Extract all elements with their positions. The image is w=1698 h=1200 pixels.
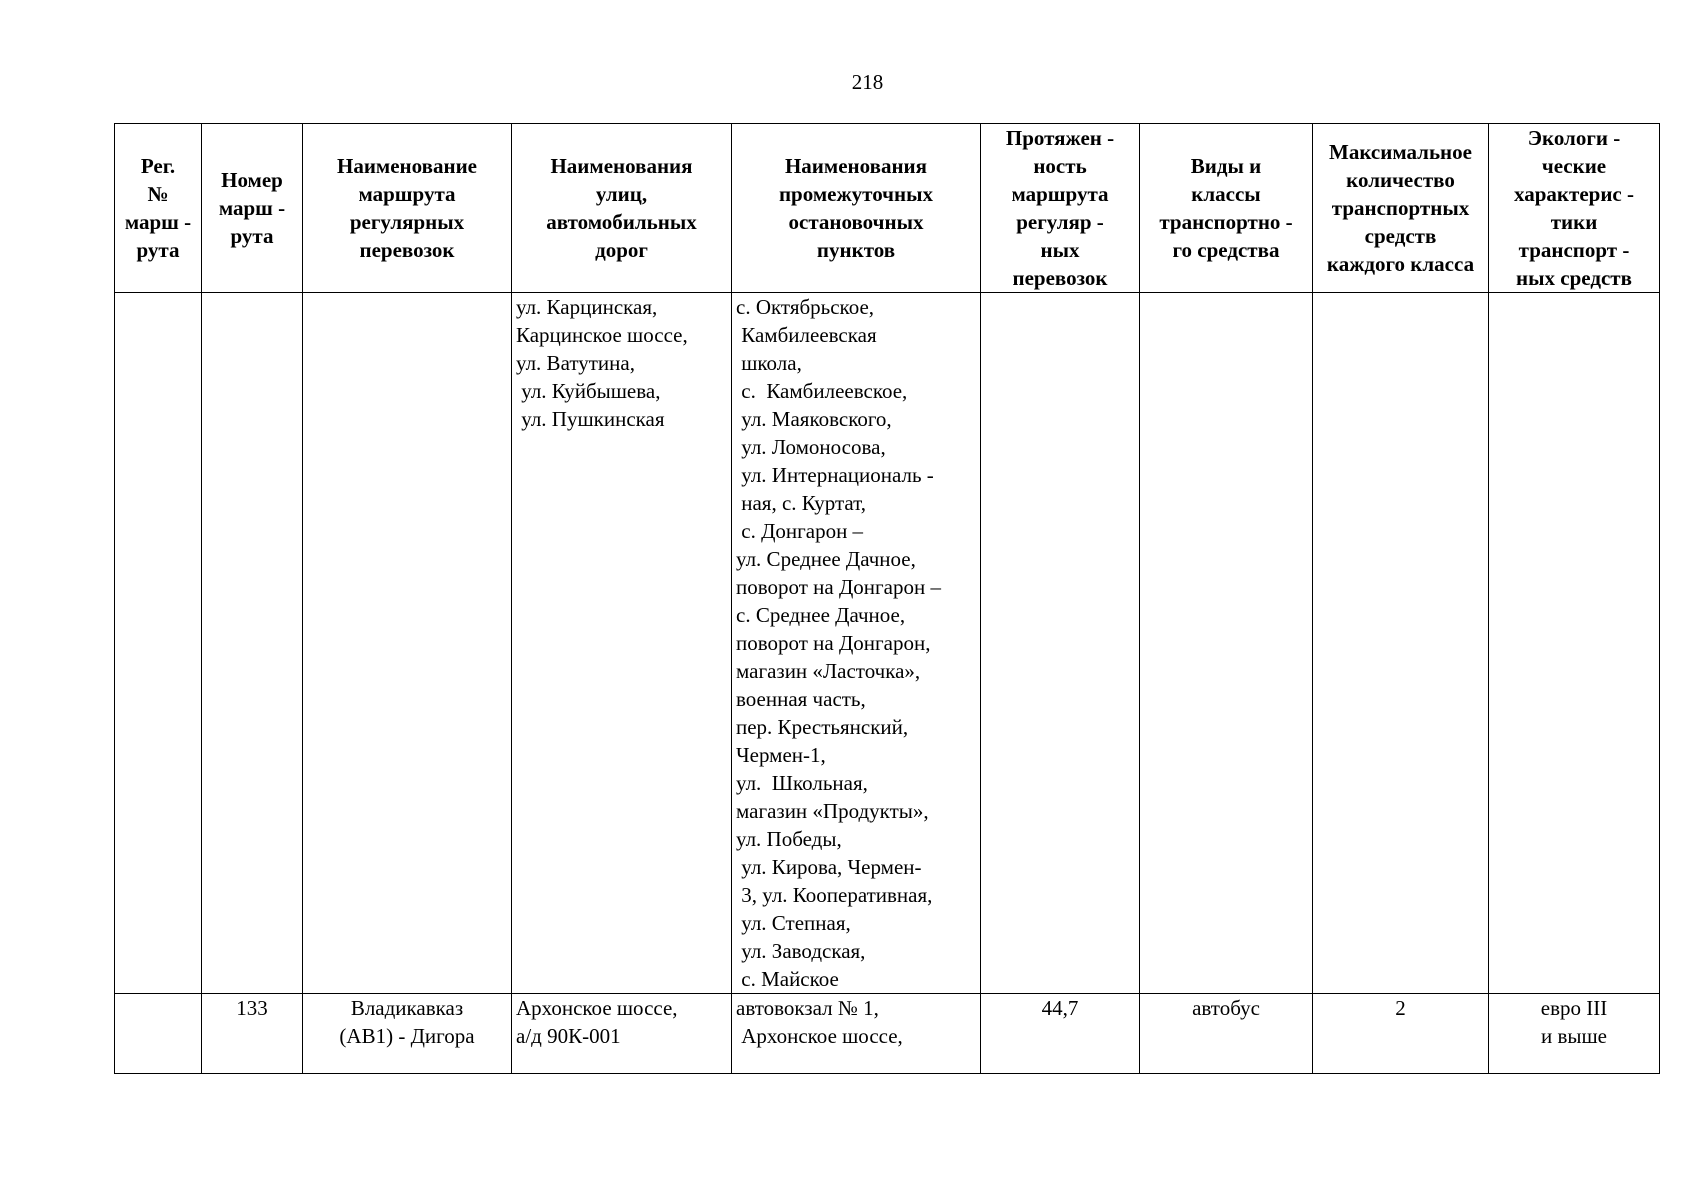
- table-header-row: [115, 124, 1660, 293]
- cell-max-count: [1313, 293, 1489, 994]
- cell-eco: [1489, 293, 1660, 994]
- cell-stops: автовокзал № 1, Архонское шоссе,: [732, 994, 981, 1074]
- header-eco: Экологи - ческие характерис - тики транспорт - ных средств: [1489, 124, 1660, 293]
- cell-route-name: Владикавказ (АВ1) - Дигора: [303, 994, 512, 1074]
- routes-table: [114, 123, 1660, 1074]
- page-number: 218: [851, 70, 884, 94]
- cell-reg-no: [115, 293, 202, 994]
- cell-streets: Архонское шоссе, а/д 90К-001: [512, 994, 732, 1074]
- cell-vehicle-type: автобус: [1140, 994, 1313, 1074]
- cell-reg-no: [115, 994, 202, 1074]
- cell-max-count: 2: [1313, 994, 1489, 1074]
- cell-route-no: [202, 293, 303, 994]
- cell-route-name: [303, 293, 512, 994]
- header-stops: Наименования промежуточных остановочных пунктов: [732, 124, 981, 293]
- header-max-count: Максимальное количество транспортных средств каждого класса: [1313, 124, 1489, 293]
- cell-length: 44,7: [981, 994, 1140, 1074]
- cell-stops: с. Октябрьское, Камбилеевская школа, с. Камбилеевское, ул. Маяковского, ул. Ломоносова, ул. Интернациональ - ная, с. Куртат, с. Донгарон – ул. Среднее Дачное, поворот на Донгарон – с. Среднее Дачное, поворот на Донгарон, магазин «Ласточка», военная часть, пер. Крестьянский, Чермен-1, ул. Школьная, магазин «Продукты», ул. Победы, ул. Кирова, Чермен- 3, ул. Кооперативная, ул. Степная, ул. Заводская, с. Майское: [732, 293, 981, 994]
- cell-length: [981, 293, 1140, 994]
- header-reg-no: Рег. № марш - рута: [115, 124, 202, 293]
- header-length: Протяжен - ность маршрута регуляр - ных перевозок: [981, 124, 1140, 293]
- header-route-no: Номер марш - рута: [202, 124, 303, 293]
- header-route-name: Наименование маршрута регулярных перевозок: [303, 124, 512, 293]
- header-vehicle-type: Виды и классы транспортно - го средства: [1140, 124, 1313, 293]
- header-streets: Наименования улиц, автомобильных дорог: [512, 124, 732, 293]
- cell-streets: ул. Карцинская, Карцинское шоссе, ул. Ватутина, ул. Куйбышева, ул. Пушкинская: [512, 293, 732, 994]
- cell-eco: евро III и выше: [1489, 994, 1660, 1074]
- table-row: [115, 293, 1660, 994]
- cell-route-no: 133: [202, 994, 303, 1074]
- cell-vehicle-type: [1140, 293, 1313, 994]
- table-row: [115, 994, 1660, 1074]
